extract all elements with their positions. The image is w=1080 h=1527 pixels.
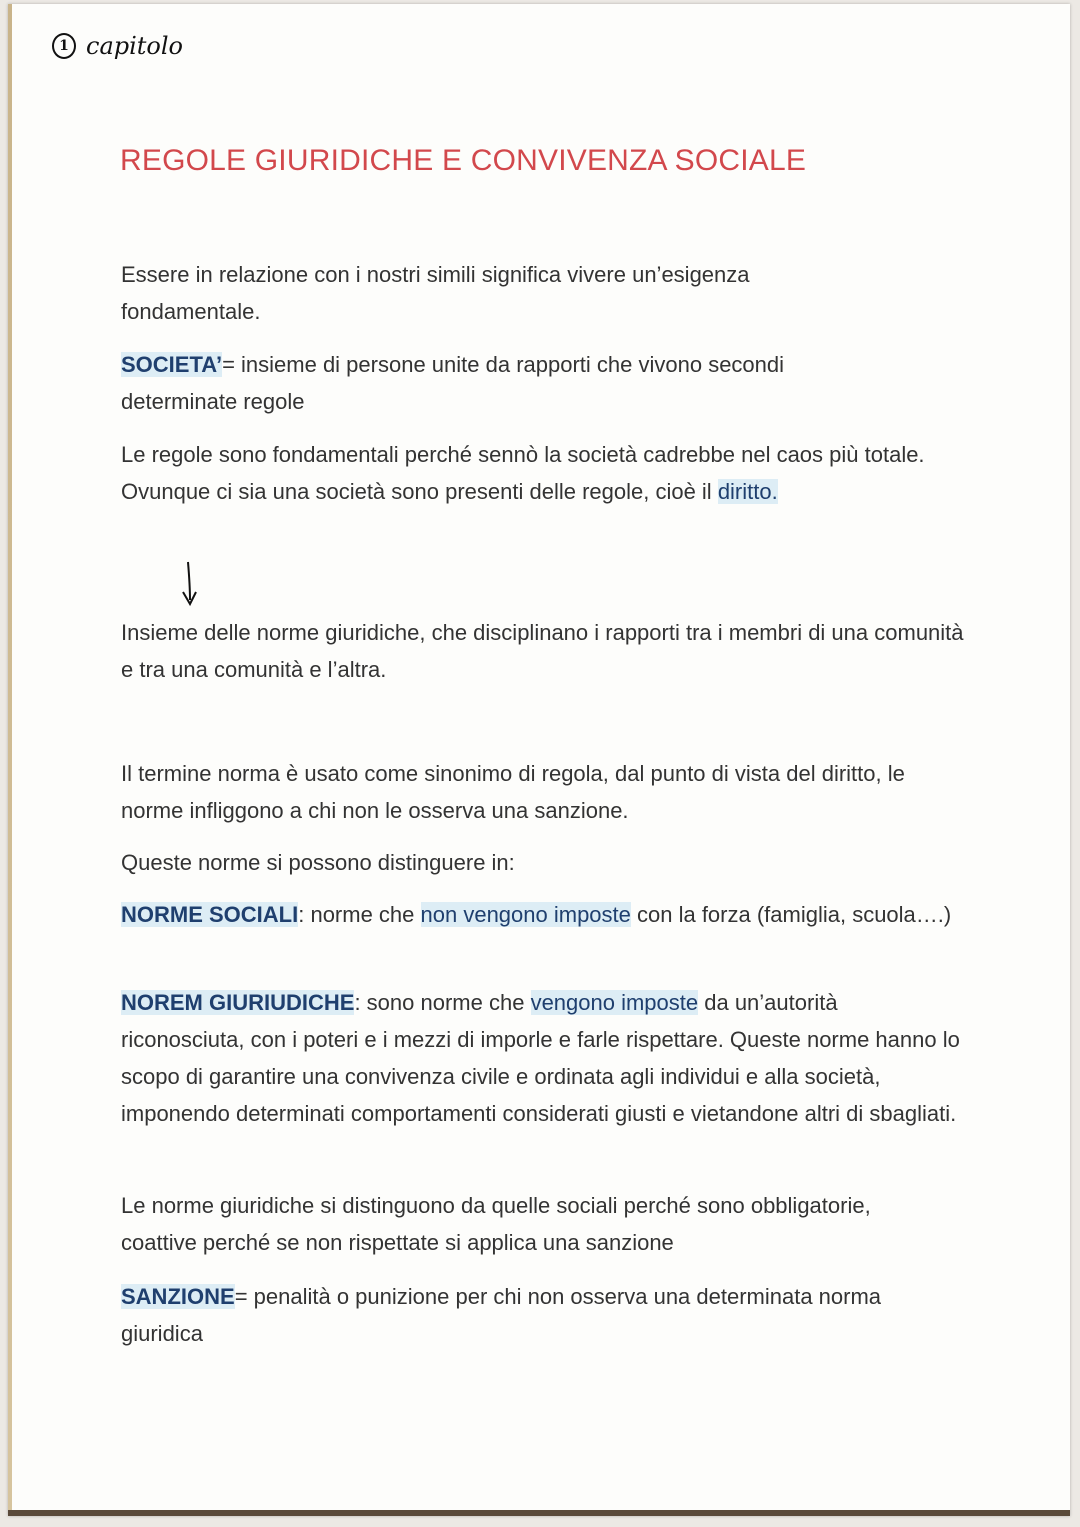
- paragraph-distinguere: Queste norme si possono distinguere in:: [121, 850, 515, 875]
- norme-sociali-post: con la forza (famiglia, scuola….): [630, 902, 952, 927]
- paragraph-norma: Il termine norma è usato come sinonimo di regola, dal punto di vista del diritto, le norme infliggono a chi non le osserva una sanzione.: [121, 761, 905, 823]
- paragraph-intro: Essere in relazione con i nostri simili significa vivere un’esigenza fondamentale.: [121, 262, 750, 324]
- highlight-diritto: diritto.: [717, 479, 778, 504]
- definition-norme-sociali: [121, 896, 971, 933]
- norme-giuridiche-post: da un’autorità riconosciuta, con i poteri e i mezzi di imporle e farle rispettare. Queste norme hanno lo scopo di garantire una convivenza civile e ordinata agli individui e alla società, imponendo determinati comportamenti considerati giusti e vietandone altri di sbagliati.: [121, 990, 960, 1126]
- norme-giuridiche-pre: : sono norme che: [354, 990, 531, 1015]
- page-title: REGOLE GIURIDICHE E CONVIVENZA SOCIALE: [120, 144, 807, 177]
- paragraph-distinzione: Le norme giuridiche si distinguono da quelle sociali perché sono obbligatorie, coattive perché se non rispettate si applica una sanzione: [121, 1193, 871, 1255]
- chapter-number: 1: [52, 33, 76, 59]
- term-norme-sociali: NORME SOCIALI: [121, 902, 299, 927]
- paragraph-regole-text: Le regole sono fondamentali perché sennò la società cadrebbe nel caos più totale. Ovunque ci sia una società sono presenti delle regole, cioè il: [121, 442, 925, 504]
- norme-sociali-pre: : norme che: [298, 902, 421, 927]
- paragraph-diritto-definition: Insieme delle norme giuridiche, che disciplinano i rapporti tra i membri di una comunità e tra una comunità e l’altra.: [121, 620, 964, 682]
- definition-sanzione-text: = penalità o punizione per chi non osserva una determinata norma giuridica: [121, 1284, 882, 1346]
- chapter-heading: [52, 32, 183, 60]
- paragraph-regole: [121, 436, 951, 510]
- highlight-vengono-imposte: vengono imposte: [530, 990, 699, 1015]
- definition-sanzione: [121, 1278, 941, 1352]
- chapter-label: capitolo: [86, 32, 184, 60]
- term-sanzione: SANZIONE: [121, 1284, 235, 1309]
- definition-norme-giuridiche: [121, 984, 961, 1132]
- definition-societa: [121, 346, 901, 420]
- term-norme-giuridiche: NOREM GIURIUDICHE: [121, 990, 355, 1015]
- notebook-page: [8, 4, 1070, 1516]
- down-arrow-icon: [178, 560, 202, 610]
- term-societa: SOCIETA’: [121, 352, 223, 377]
- highlight-non-vengono-imposte: non vengono imposte: [420, 902, 631, 927]
- definition-societa-text: = insieme di persone unite da rapporti che vivono secondi determinate regole: [121, 352, 785, 414]
